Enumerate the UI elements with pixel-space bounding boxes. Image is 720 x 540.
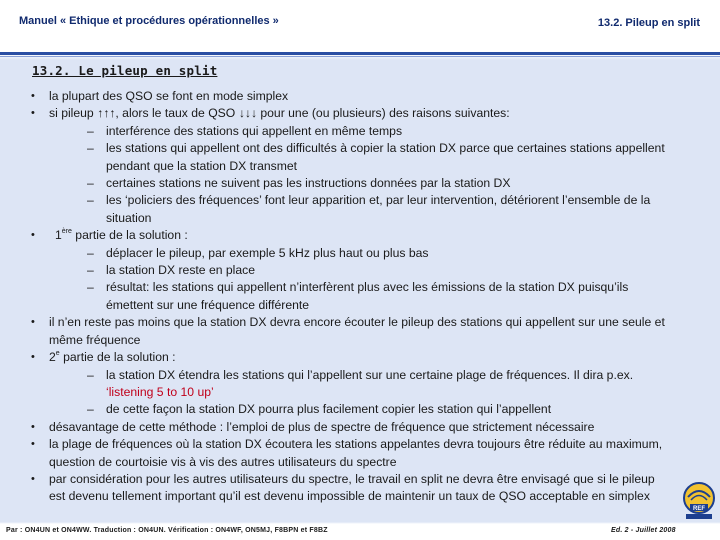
sub-item-instructions: – certaines stations ne suivent pas les instructions données par la station DX bbox=[30, 175, 670, 192]
header-rule-thin bbox=[0, 56, 720, 57]
bullet-disadvantage: • désavantage de cette méthode : l’emploi de plus de spectre de fréquence que strictement nécessaire bbox=[30, 419, 670, 436]
section-title: 13.2. Le pileup en split bbox=[32, 63, 218, 78]
header-rule bbox=[0, 52, 720, 55]
section-reference: 13.2. Pileup en split bbox=[597, 17, 700, 29]
sub-item-frequency-police: – les ‘policiers des fréquences’ font leur apparition et, par leur intervention, détériorent l’ensemble de la situation bbox=[30, 192, 670, 227]
svg-text:REF: REF bbox=[693, 506, 705, 512]
arrows-up-icon: ↑↑↑ bbox=[97, 106, 116, 121]
bullet-solution-2: • 2e partie de la solution : bbox=[30, 349, 670, 366]
bullet-solution-1: • 1ère partie de la solution : bbox=[30, 227, 670, 244]
sub-item-easier-copy: – de cette façon la station DX pourra plus facilement copier les station qui l’appellent bbox=[30, 401, 670, 418]
arrows-down-icon: ↓↓↓ bbox=[238, 106, 257, 121]
listening-quote: ‘listening 5 to 10 up’ bbox=[106, 384, 214, 399]
sub-item-copy-difficulty: – les stations qui appellent ont des difficultés à copier la station DX parce que certaines stations appellent pendant que la station DX transmet bbox=[30, 140, 670, 175]
footer-edition: Ed. 2 - Juillet 2008 bbox=[611, 527, 676, 534]
sub-item-interference: – interférence des stations qui appellent en même temps bbox=[30, 123, 670, 140]
ref-logo-icon bbox=[682, 481, 716, 521]
slide-content bbox=[30, 88, 670, 506]
bullet-pileup: • si pileup ↑↑↑, alors le taux de QSO ↓↓↓ pour une (ou plusieurs) des raisons suivantes: bbox=[30, 105, 670, 122]
manual-title: Manuel « Ethique et procédures opérationnelles » bbox=[19, 15, 279, 27]
sub-item-dx-stays: – la station DX reste en place bbox=[30, 262, 670, 279]
bullet-frequency-range: • la plage de fréquences où la station DX écoutera les stations appelantes devra toujours être réduite au maximum, question de courtoisie vis à vis des autres utilisateurs du spectre bbox=[30, 436, 670, 471]
sub-item-result: – résultat: les stations qui appellent n’interfèrent plus avec les émissions de la station DX puisqu’ils émettent sur une fréquence différente bbox=[30, 279, 670, 314]
bullet-consideration: • par considération pour les autres utilisateurs du spectre, le travail en split ne devra être envisagé que si le pileup est devenu tellement important qu’il est devenu impossible de maintenir un taux de QSO acceptable en simplex bbox=[30, 471, 670, 506]
bullet-single-frequency: • il n’en reste pas moins que la station DX devra encore écouter le pileup des stations qui appellent sur une seule et même fréquence bbox=[30, 314, 670, 349]
sub-item-move-pileup: – déplacer le pileup, par exemple 5 kHz plus haut ou plus bas bbox=[30, 245, 670, 262]
footer-credits: Par : ON4UN et ON4WW. Traduction : ON4UN. Vérification : ON4WF, ON5MJ, F8BPN et F8BZ bbox=[6, 527, 328, 534]
bullet-simplex: • la plupart des QSO se font en mode simplex bbox=[30, 88, 670, 105]
sub-item-spread: – la station DX étendra les stations qui l’appellent sur une certaine plage de fréquences. Il dira p.ex. ‘listening 5 to 10 up’ bbox=[30, 367, 670, 402]
